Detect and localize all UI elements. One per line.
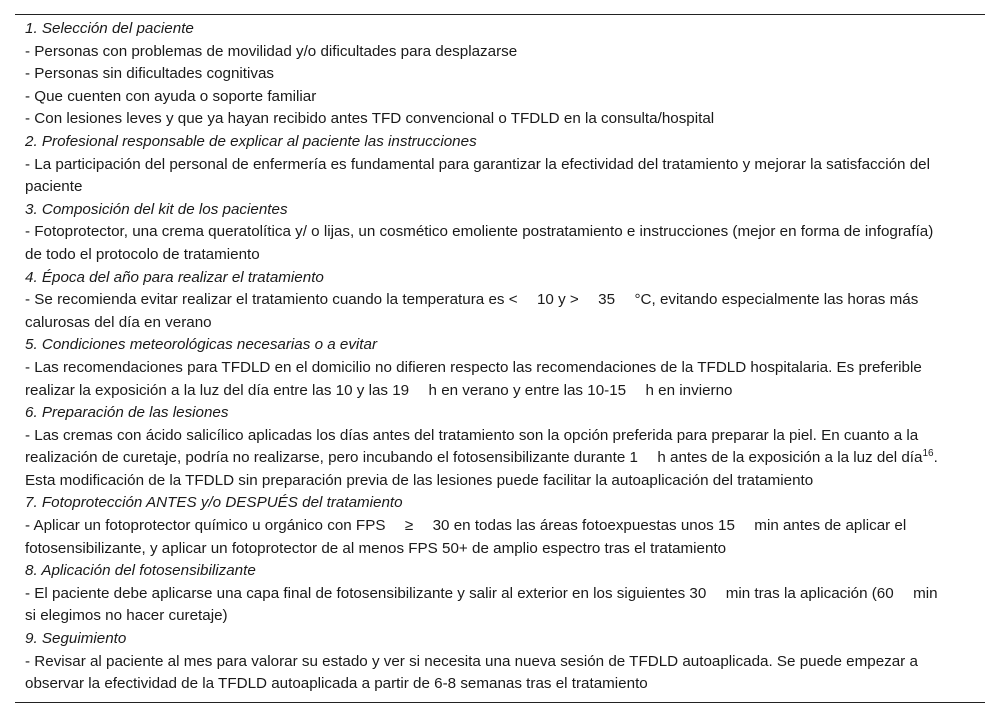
list-item: - Que cuenten con ayuda o soporte familiar <box>25 87 317 105</box>
section-heading: 2. Profesional responsable de explicar al paciente las instrucciones <box>25 132 477 150</box>
list-item-text: . Esta modificación de la TFDLD sin preparación previa de las lesiones puede facilitar la autoaplicación del tratamiento <box>25 449 938 489</box>
list-item: - Aplicar un fotoprotector químico u orgánico con FPS ≥ 30 en todas las áreas fotoexpuestas unos 15 min antes de aplicar el fotosensibilizante, y aplicar un fotoprotector de al menos FPS 50+ de amplio espectro tras el tratamiento <box>25 517 907 557</box>
list-item: - Fotoprotector, una crema queratolítica y/ o lijas, un cosmético emoliente postratamiento e instrucciones (mejor en forma de infografía) de todo el protocolo de tratamiento <box>25 223 934 263</box>
list-item-text: - Las cremas con ácido salicílico aplicadas los días antes del tratamiento son la opción preferida para preparar la piel. En cuanto a la realización de curetaje, podría no realizarse, pero incubando el fotosensibilizante durante 1 h antes de la exposición a la luz del día <box>25 426 923 467</box>
list-item: - Se recomienda evitar realizar el tratamiento cuando la temperatura es < 10 y > 35 °C, evitando especialmente las horas más calurosas del día en verano <box>25 291 919 331</box>
list-item: - Con lesiones leves y que ya hayan recibido antes TFD convencional o TFDLD en la consulta/hospital <box>25 110 715 128</box>
section-heading: 3. Composición del kit de los pacientes <box>25 200 288 218</box>
list-item: - Las recomendaciones para TFDLD en el domicilio no difieren respecto las recomendaciones de la TFDLD hospitalaria. Es preferible realizar la exposición a la luz del día entre las 10 y las 19 h en verano y entre las 10-15 h en invierno <box>25 358 922 399</box>
section-heading: 8. Aplicación del fotosensibilizante <box>25 562 256 580</box>
list-item: - Personas con problemas de movilidad y/o dificultades para desplazarse <box>25 42 518 60</box>
list-item: - La participación del personal de enfermería es fundamental para garantizar la efectividad del tratamiento y mejorar la satisfacción del paciente <box>25 155 930 196</box>
section-heading: 9. Seguimiento <box>25 630 127 648</box>
reference-superscript: 16 <box>922 448 934 460</box>
list-item: - Personas sin dificultades cognitivas <box>25 65 275 83</box>
section-heading: 6. Preparación de las lesiones <box>25 404 229 422</box>
section-heading: 1. Selección del paciente <box>25 20 194 37</box>
section-heading: 7. Fotoprotección ANTES y/o DESPUÉS del tratamiento <box>25 494 403 512</box>
list-item <box>15 425 985 493</box>
list-item: - El paciente debe aplicarse una capa final de fotosensibilizante y salir al exterior en los siguientes 30 min tras la aplicación (60 min si elegimos no hacer curetaje) <box>25 584 938 625</box>
list-item: - Revisar al paciente al mes para valorar su estado y ver si necesita una nueva sesión de TFDLD autoaplicada. Se puede empezar a observar la efectividad de la TFDLD autoaplicada a partir de 6-8 semanas tras el tratamiento <box>25 652 918 693</box>
section-heading: 4. Época del año para realizar el tratamiento <box>25 268 324 286</box>
section-heading: 5. Condiciones meteorológicas necesarias o a evitar <box>25 336 378 354</box>
recommendations-table <box>15 14 985 703</box>
